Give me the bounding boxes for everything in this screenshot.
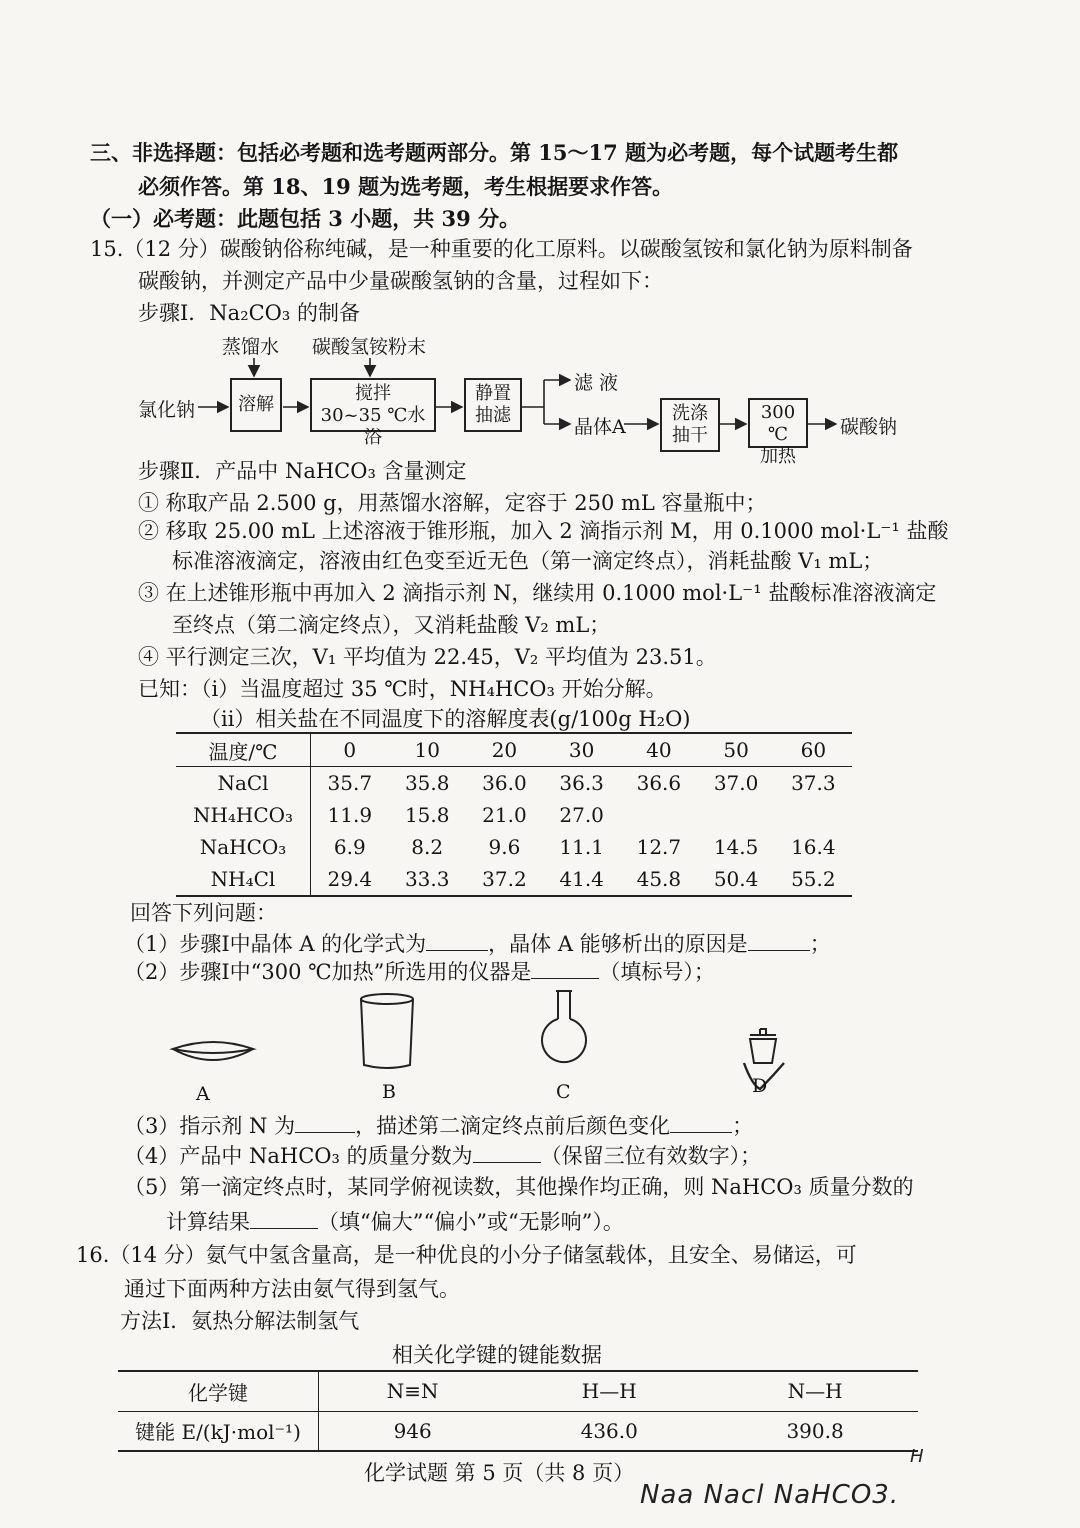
answer-prompt: 回答下列问题： — [130, 901, 277, 925]
step2-item-4: ④ 平行测定三次，V₁ 平均值为 22.45，V₂ 平均值为 23.51。 — [138, 645, 717, 669]
table-header-cell: 0 — [311, 733, 389, 767]
flow-end-na2co3: 碳酸钠 — [840, 416, 898, 438]
table-header-cell: 20 — [466, 733, 543, 767]
apparatus-row — [0, 985, 1080, 1110]
q16-intro-line-2: 通过下面两种方法由氨气得到氢气。 — [124, 1277, 460, 1301]
question-5a: （5）第一滴定终点时，某同学俯视读数，其他操作均正确，则 NaHCO₃ 质量分数的 — [124, 1175, 914, 1199]
bond-energy-header-row — [118, 1371, 918, 1411]
flow-box-filter: 静置 抽滤 — [464, 378, 522, 432]
step2-item-2b: 标准溶液滴定，溶液由红色变至近无色（第一滴定终点），消耗盐酸 V₁ mL； — [172, 549, 884, 573]
table-cell: 35.8 — [404, 771, 450, 795]
apparatus-label: C — [556, 1081, 571, 1103]
apparatus-label: D — [752, 1075, 768, 1097]
table-header-cell: N≡N — [319, 1371, 507, 1411]
table-header-cell: 化学键 — [118, 1371, 319, 1411]
table-cell: 55.2 — [791, 867, 836, 891]
table-cell: 6.9 — [333, 835, 366, 859]
q16-method1: 方法Ⅰ．氨热分解法制氢气 — [120, 1309, 360, 1333]
step2-title: 步骤Ⅱ．产品中 NaHCO₃ 含量测定 — [138, 459, 467, 483]
table-cell: 8.2 — [411, 835, 444, 859]
table-cell: 29.4 — [327, 867, 373, 891]
handwritten-scribble: Naa Nacl NaHCO3. — [640, 1480, 900, 1510]
table-header-cell: 60 — [775, 733, 852, 767]
step2-item-1: ① 称取产品 2.500 g，用蒸馏水溶解，定容于 250 mL 容量瓶中； — [138, 491, 767, 515]
table-cell: 27.0 — [559, 803, 604, 827]
table-header-cell: 50 — [697, 733, 774, 767]
answer-blank[interactable] — [670, 1110, 732, 1133]
answer-blank[interactable] — [426, 928, 488, 951]
table-row — [176, 831, 852, 863]
flow-box-wash: 洗涤 抽干 — [660, 398, 720, 452]
section-title-line-2: 必须作答。第 18、19 题为选考题，考生根据要求作答。 — [138, 174, 674, 199]
table-cell — [697, 799, 774, 831]
table-header-cell: 10 — [389, 733, 466, 767]
round-bottom-flask-icon — [534, 985, 594, 1077]
beaker-icon — [352, 985, 422, 1075]
answer-blank[interactable] — [473, 1140, 541, 1163]
step2-item-3b: 至终点（第二滴定终点），又消耗盐酸 V₂ mL； — [172, 613, 611, 637]
apparatus-label: B — [382, 1081, 396, 1103]
flow-out-filtrate: 滤 液 — [574, 372, 619, 394]
question-5b: 计算结果 （填“偏大”“偏小”或“无影响”）。 — [166, 1206, 624, 1237]
table-cell: NaHCO₃ — [176, 831, 311, 863]
table-cell: 37.3 — [791, 771, 836, 795]
table-cell: 390.8 — [786, 1418, 844, 1443]
table-cell: 12.7 — [636, 835, 682, 859]
step2-item-3a: ③ 在上述锥形瓶中再加入 2 滴指示剂 N，继续用 0.1000 mol·L⁻¹ 盐酸标准溶液滴定 — [138, 581, 937, 605]
flow-box-dissolve: 溶解 — [230, 378, 282, 432]
table-row — [176, 863, 852, 896]
table-header-cell: 30 — [543, 733, 620, 767]
table-cell: 37.0 — [713, 771, 759, 795]
step2-item-2a: ② 移取 25.00 mL 上述溶液于锥形瓶，加入 2 滴指示剂 M，用 0.1000 mol·L⁻¹ 盐酸 — [138, 519, 949, 543]
table-header-cell: 温度/℃ — [176, 733, 311, 767]
solubility-table — [176, 732, 852, 897]
flow-input-powder: 碳酸氢铵粉末 — [312, 336, 427, 358]
table-header-cell: H—H — [506, 1371, 712, 1411]
q15-intro-line-1: 15.（12 分）碳酸钠俗称纯碱，是一种重要的化工原料。以碳酸氢铵和氯化钠为原料制备 — [90, 237, 913, 261]
table-cell: 36.6 — [636, 771, 682, 795]
table-cell: 37.2 — [482, 867, 527, 891]
table-row — [118, 1411, 918, 1451]
table-cell: 21.0 — [482, 803, 527, 827]
flow-input-water: 蒸馏水 — [222, 336, 280, 358]
table-cell: 50.4 — [713, 867, 759, 891]
table-cell — [620, 799, 697, 831]
flow-box-stir: 搅拌 30~35 ℃水浴 — [310, 378, 436, 432]
evaporating-dish-icon — [168, 1037, 258, 1087]
section-title-line-1: 三、非选择题：包括必考题和选考题两部分。第 15～17 题为必考题，每个试题考生都 — [90, 140, 899, 165]
table-cell: NH₄HCO₃ — [176, 799, 311, 831]
table-cell: 14.5 — [713, 835, 759, 859]
page-footer: 化学试题 第 5 页（共 8 页） — [364, 1461, 635, 1485]
table-cell: 41.4 — [559, 867, 604, 891]
step1-title: 步骤Ⅰ．Na₂CO₃ 的制备 — [138, 301, 360, 325]
flow-start-nacl: 氯化钠 — [138, 399, 196, 421]
table-cell — [775, 799, 852, 831]
table-cell: 36.3 — [559, 771, 604, 795]
table-cell: NH₄Cl — [176, 863, 311, 896]
table-cell: 16.4 — [791, 835, 836, 859]
table-row — [176, 767, 852, 800]
question-1: （1）步骤Ⅰ中晶体 A 的化学式为 ，晶体 A 能够析出的原因是 ； — [124, 928, 831, 959]
part-title: （一）必考题：此题包括 3 小题，共 39 分。 — [90, 206, 521, 231]
table-cell: 9.6 — [488, 835, 521, 859]
flow-box-heat: 300 ℃ 加热 — [748, 398, 808, 448]
table-cell: 33.3 — [404, 867, 450, 891]
q16-table-title: 相关化学键的键能数据 — [392, 1343, 602, 1367]
handwritten-mark: H — [910, 1446, 924, 1467]
answer-blank[interactable] — [748, 928, 810, 951]
answer-blank[interactable] — [295, 1110, 355, 1133]
table-cell: 11.1 — [559, 835, 604, 859]
table-cell: 45.8 — [636, 867, 682, 891]
table-row — [176, 799, 852, 831]
question-4: （4）产品中 NaHCO₃ 的质量分数为 （保留三位有效数字）； — [124, 1140, 761, 1171]
answer-blank[interactable] — [250, 1206, 318, 1229]
q16-intro-line-1: 16.（14 分）氨气中氢含量高，是一种优良的小分子储氢载体，且安全、易储运，可 — [76, 1243, 857, 1267]
bond-energy-table — [118, 1370, 918, 1452]
known-1: 已知：（ⅰ）当温度超过 35 ℃时，NH₄HCO₃ 开始分解。 — [138, 677, 667, 701]
table-cell: 36.0 — [482, 771, 527, 795]
table-cell: 946 — [393, 1418, 432, 1443]
flow-out-crystal: 晶体A — [574, 416, 626, 438]
question-2: （2）步骤Ⅰ中“300 ℃加热”所选用的仪器是 （填标号）； — [124, 956, 715, 987]
apparatus-label: A — [196, 1083, 210, 1105]
table-cell: NaCl — [176, 767, 311, 800]
table-cell: 35.7 — [327, 771, 373, 795]
table-cell: 键能 E/(kJ·mol⁻¹) — [118, 1411, 319, 1451]
question-3: （3）指示剂 N 为 ，描述第二滴定终点前后颜色变化 ； — [124, 1110, 753, 1141]
table-cell: 15.8 — [404, 803, 450, 827]
table-header-cell: N—H — [712, 1371, 918, 1411]
table-header-cell: 40 — [620, 733, 697, 767]
known-2: （ⅱ）相关盐在不同温度下的溶解度表(g/100g H₂O) — [200, 707, 691, 731]
table-cell: 436.0 — [580, 1418, 638, 1443]
table-cell: 11.9 — [327, 803, 373, 827]
answer-blank[interactable] — [531, 956, 599, 979]
solubility-header-row — [176, 733, 852, 767]
q15-intro-line-2: 碳酸钠，并测定产品中少量碳酸氢钠的含量，过程如下： — [138, 269, 663, 293]
